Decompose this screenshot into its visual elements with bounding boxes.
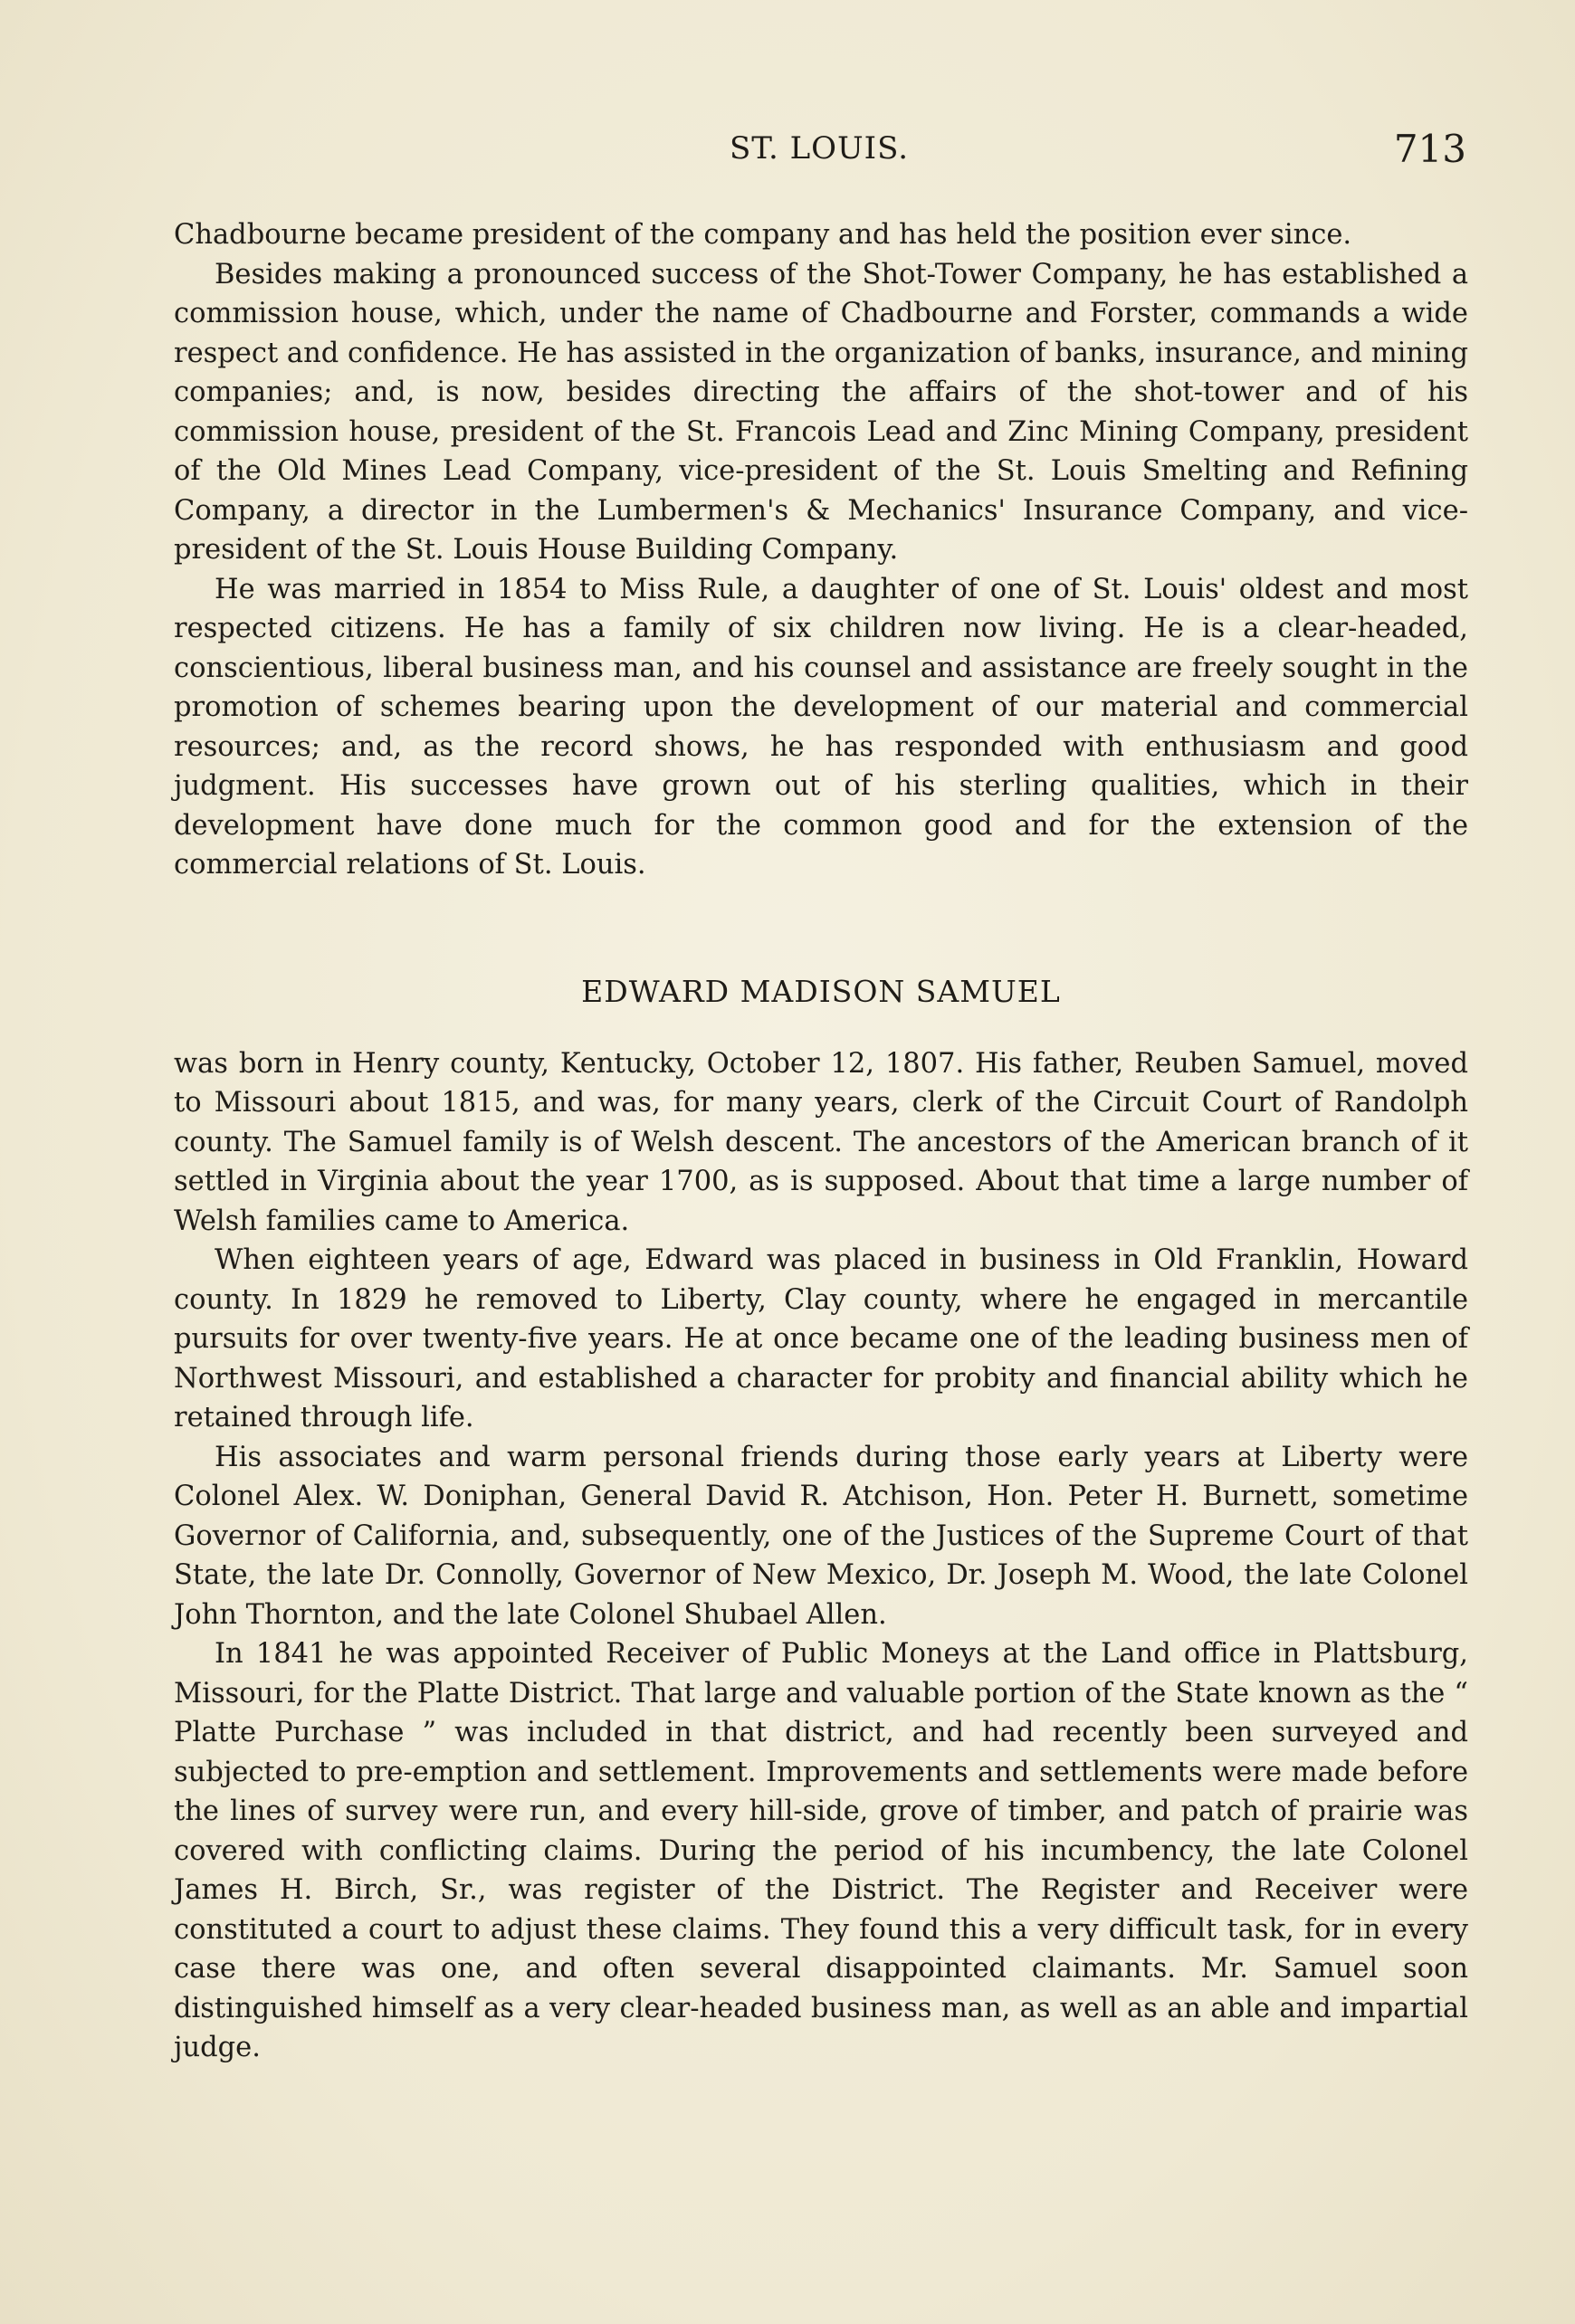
paragraph: His associates and warm personal friends during those early years at Liberty were Colonel Alex. W. Doniphan, General David R. Atchison, Hon. Peter H. Burnett, sometime Governor of California, and, subsequently, one of the Justices of the Supreme Court of that State, the late Dr. Connolly, Governor of New Mexico, Dr. Joseph M. Wood, the late Colonel John Thornton, and the late Colonel Shubael Allen. bbox=[174, 1441, 1468, 1631]
running-head: ST. LOUIS. bbox=[729, 130, 909, 167]
section-heading: EDWARD MADISON SAMUEL bbox=[581, 973, 1061, 1009]
paragraph: He was married in 1854 to Miss Rule, a daughter of one of St. Louis' oldest and most respected citizens. He has a family of six children now living. He is a clear-headed, conscientious, liberal business man, and his counsel and assistance are freely sought in the promotion of schemes bearing upon the development of our material and commercial resources; and, as the record shows, he has responded with enthusiasm and good judgment. His successes have grown out of his sterling qualities, which in their development have done much for the common good and for the extension of the commercial relations of St. Louis. bbox=[174, 573, 1468, 881]
paragraph: Besides making a pronounced success of the Shot-Tower Company, he has established a commission house, which, under the name of Chadbourne and Forster, commands a wide respect and confidence. He has assisted in the organization of banks, insurance, and mining companies; and, is now, besides directing the affairs of the shot-tower and of his commission house, president of the St. Francois Lead and Zinc Mining Company, president of the Old Mines Lead Company, vice-president of the St. Louis Smelting and Refining Company, a director in the Lumbermen's & Mechanics' Insurance Company, and vice-president of the St. Louis House Building Company. bbox=[174, 258, 1468, 566]
body-text bbox=[174, 215, 1468, 2068]
paragraph: In 1841 he was appointed Receiver of Public Moneys at the Land office in Plattsburg, Missouri, for the Platte District. That large and valuable portion of the State known as the “ Platte Purchase ” was included in that district, and had recently been surveyed and subjected to pre-emption and settlement. Improvements and settlements were made before the lines of survey were run, and every hill-side, grove of timber, and patch of prairie was covered with conflicting claims. During the period of his incumbency, the late Colonel James H. Birch, Sr., was register of the District. The Register and Receiver were constituted a court to adjust these claims. They found this a very difficult task, for in every case there was one, and often several disappointed claimants. Mr. Samuel soon distinguished himself as a very clear-headed business man, as well as an able and impartial judge. bbox=[174, 1638, 1468, 2063]
paragraph-continuation: Chadbourne became president of the company and has held the position ever since. bbox=[174, 219, 1352, 251]
paragraph-opening: was born in Henry county, Kentucky, October 12, 1807. His father, Reuben Samuel, moved to Missouri about 1815, and was, for many years, clerk of the Circuit Court of Randolph county. The Samuel family is of Welsh descent. The ancestors of the American branch of it settled in Virginia about the year 1700, as is supposed. About that time a large number of Welsh families came to America. bbox=[174, 1047, 1468, 1237]
page-number: 713 bbox=[1393, 127, 1466, 171]
page-header bbox=[172, 127, 1466, 181]
paragraph: When eighteen years of age, Edward was placed in business in Old Franklin, Howard county. In 1829 he removed to Liberty, Clay county, where he engaged in mercantile pursuits for over twenty-five years. He at once became one of the leading business men of Northwest Missouri, and established a character for probity and financial ability which he retained through life. bbox=[174, 1244, 1468, 1433]
